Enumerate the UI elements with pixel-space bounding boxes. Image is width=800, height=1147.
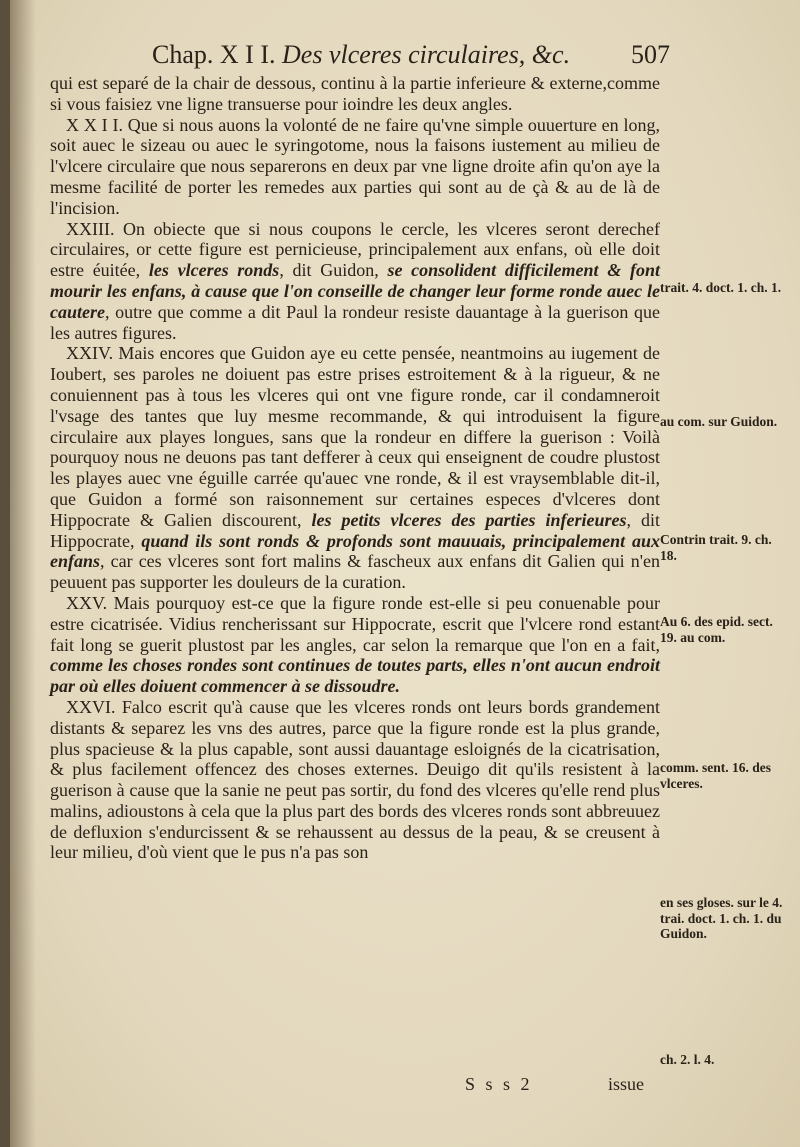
paragraph-26: XXVI. Falco escrit qu'à cause que les vlceres ronds ont leurs bords grandement distants & separez les vns des autres, parce que la figure ronde est la plus grande, plus spacieuse & la plus capable, sont aussi dauantage esloignés de la cicatrisation, & plus facilement offencez des choses externes. Deuigo dit qu'ils resistent à la guerison à cause que la sanie ne peut pas sortir, du fond des vlceres qu'elle rend plus malins, adioustons à cela que la plus part des bords des vlceres ronds sont abbreuuez de defluxion s'endurcissent & se rehaussent au dessus de la peau, & se creusent à leur milieu, d'où vient que le pus n'a pas son	[50, 696, 660, 863]
paragraph-1: qui est separé de la chair de dessous, continu à la partie inferieure & externe,comme si vous faisiez vne ligne transuerse pour ioindre les deux angles.	[50, 73, 660, 114]
margin-note: en ses gloses. sur le 4. trai. doct. 1. ch. 1. du Guidon.	[660, 895, 783, 941]
paragraph-25: XXV. Mais pourquoy est-ce que la figure ronde est-elle si peu conuenable pour estre cicatrisée. Vidius rencherissant sur Hippocrate, escrit que l'vlcere rond estant fait long se guerit plustost par les angles, car selon la remarque que l'on en a fait, comme les choses rondes sont continues de toutes parts, elles n'ont aucun endroit par où elles doiuent commencer à se dissoudre.	[50, 592, 660, 697]
margin-note: Au 6. des epid. sect. 19. au com.	[660, 614, 773, 645]
margin-note: comm. sent. 16. des vlceres.	[660, 760, 771, 791]
chapter-title: Des vlceres circulaires, &c.	[282, 40, 571, 69]
chapter-label: Chap. X I I.	[152, 40, 276, 69]
book-page	[10, 0, 800, 1147]
gutter-shadow	[10, 0, 36, 1147]
italic-quotation: les petits vlceres des parties inferieures	[311, 509, 627, 530]
margin-note: au com. sur Guidon.	[660, 414, 778, 429]
body-text	[50, 73, 660, 863]
margin-note: Contrin trait. 9. ch. 18.	[660, 532, 772, 563]
margin-note: trait. 4. doct. 1. ch. 1.	[660, 280, 782, 295]
italic-quotation: comme les choses rondes sont continues de toutes parts, elles n'ont aucun endroit par où elles doiuent commencer à se dissoudre.	[50, 655, 660, 697]
italic-quotation: se consolident difficilement & font mourir les enfans, à cause que l'on conseille de changer leur forme ronde auec le cautere	[50, 260, 660, 322]
italic-quotation: les vlceres ronds	[148, 260, 280, 281]
paragraph-23: XXIII. On obiecte que si nous coupons le cercle, les vlceres seront derechef circulaires, or cette figure est pernicieuse, principalement aux enfans, où elle doit estre éuitée, les vlceres ronds, dit Guidon, se consolident difficilement & font mourir les enfans, à cause que l'on conseille de changer leur forme ronde auec le cautere, outre que comme a dit Paul la rondeur resiste dauantage à la guerison que les autres figures.	[50, 218, 660, 343]
catchword: issue	[608, 1074, 644, 1094]
italic-quotation: quand ils sont ronds & profonds sont mauuais, principalement aux enfans	[50, 530, 660, 572]
page-number: 507	[631, 40, 670, 69]
paragraph-22: X X I I. Que si nous auons la volonté de ne faire qu'vne simple ouuerture en long, soit auec le sizeau ou auec le syringotome, nous la faisons iustement au milieu de l'vlcere circulaire que nous separerons en deux par vne ligne droite afin qu'on aye la mesme facilité de porter les remedes aux parties qui sont au de çà & au de là de l'incision.	[50, 114, 660, 218]
paragraph-24: XXIV. Mais encores que Guidon aye eu cette pensée, neantmoins au iugement de Ioubert, ses paroles ne doiuent pas estre prises estroitement & à la rigueur, & ne conuiennent pas à tous les vlceres qui ont vne figure ronde, car il condamneroit l'vsage des tantes que luy mesme recommande, & qui introduisent la figure circulaire aux playes longues, sans que la rondeur en differe la guerison : Voilà pourquoy nous ne deuons pas tant defferer à ceux qui enseignent de coudre plustost les playes auec vne éguille carrée qu'auec vne ronde, & il est vraysemblable dit-il, que Guidon a formé son raisonnement sur certaines especes d'vlceres dont Hippocrate & Galien discourent, les petits vlceres des parties inferieures, dit Hippocrate, quand ils sont ronds & profonds sont mauuais, principalement aux enfans, car ces vlceres sont fort malins & fascheux aux enfans dit Galien qui n'en peuuent pas supporter les douleurs de la curation.	[50, 343, 660, 593]
margin-note: ch. 2. l. 4.	[660, 1052, 715, 1067]
signature-mark: S s s 2	[465, 1074, 533, 1094]
